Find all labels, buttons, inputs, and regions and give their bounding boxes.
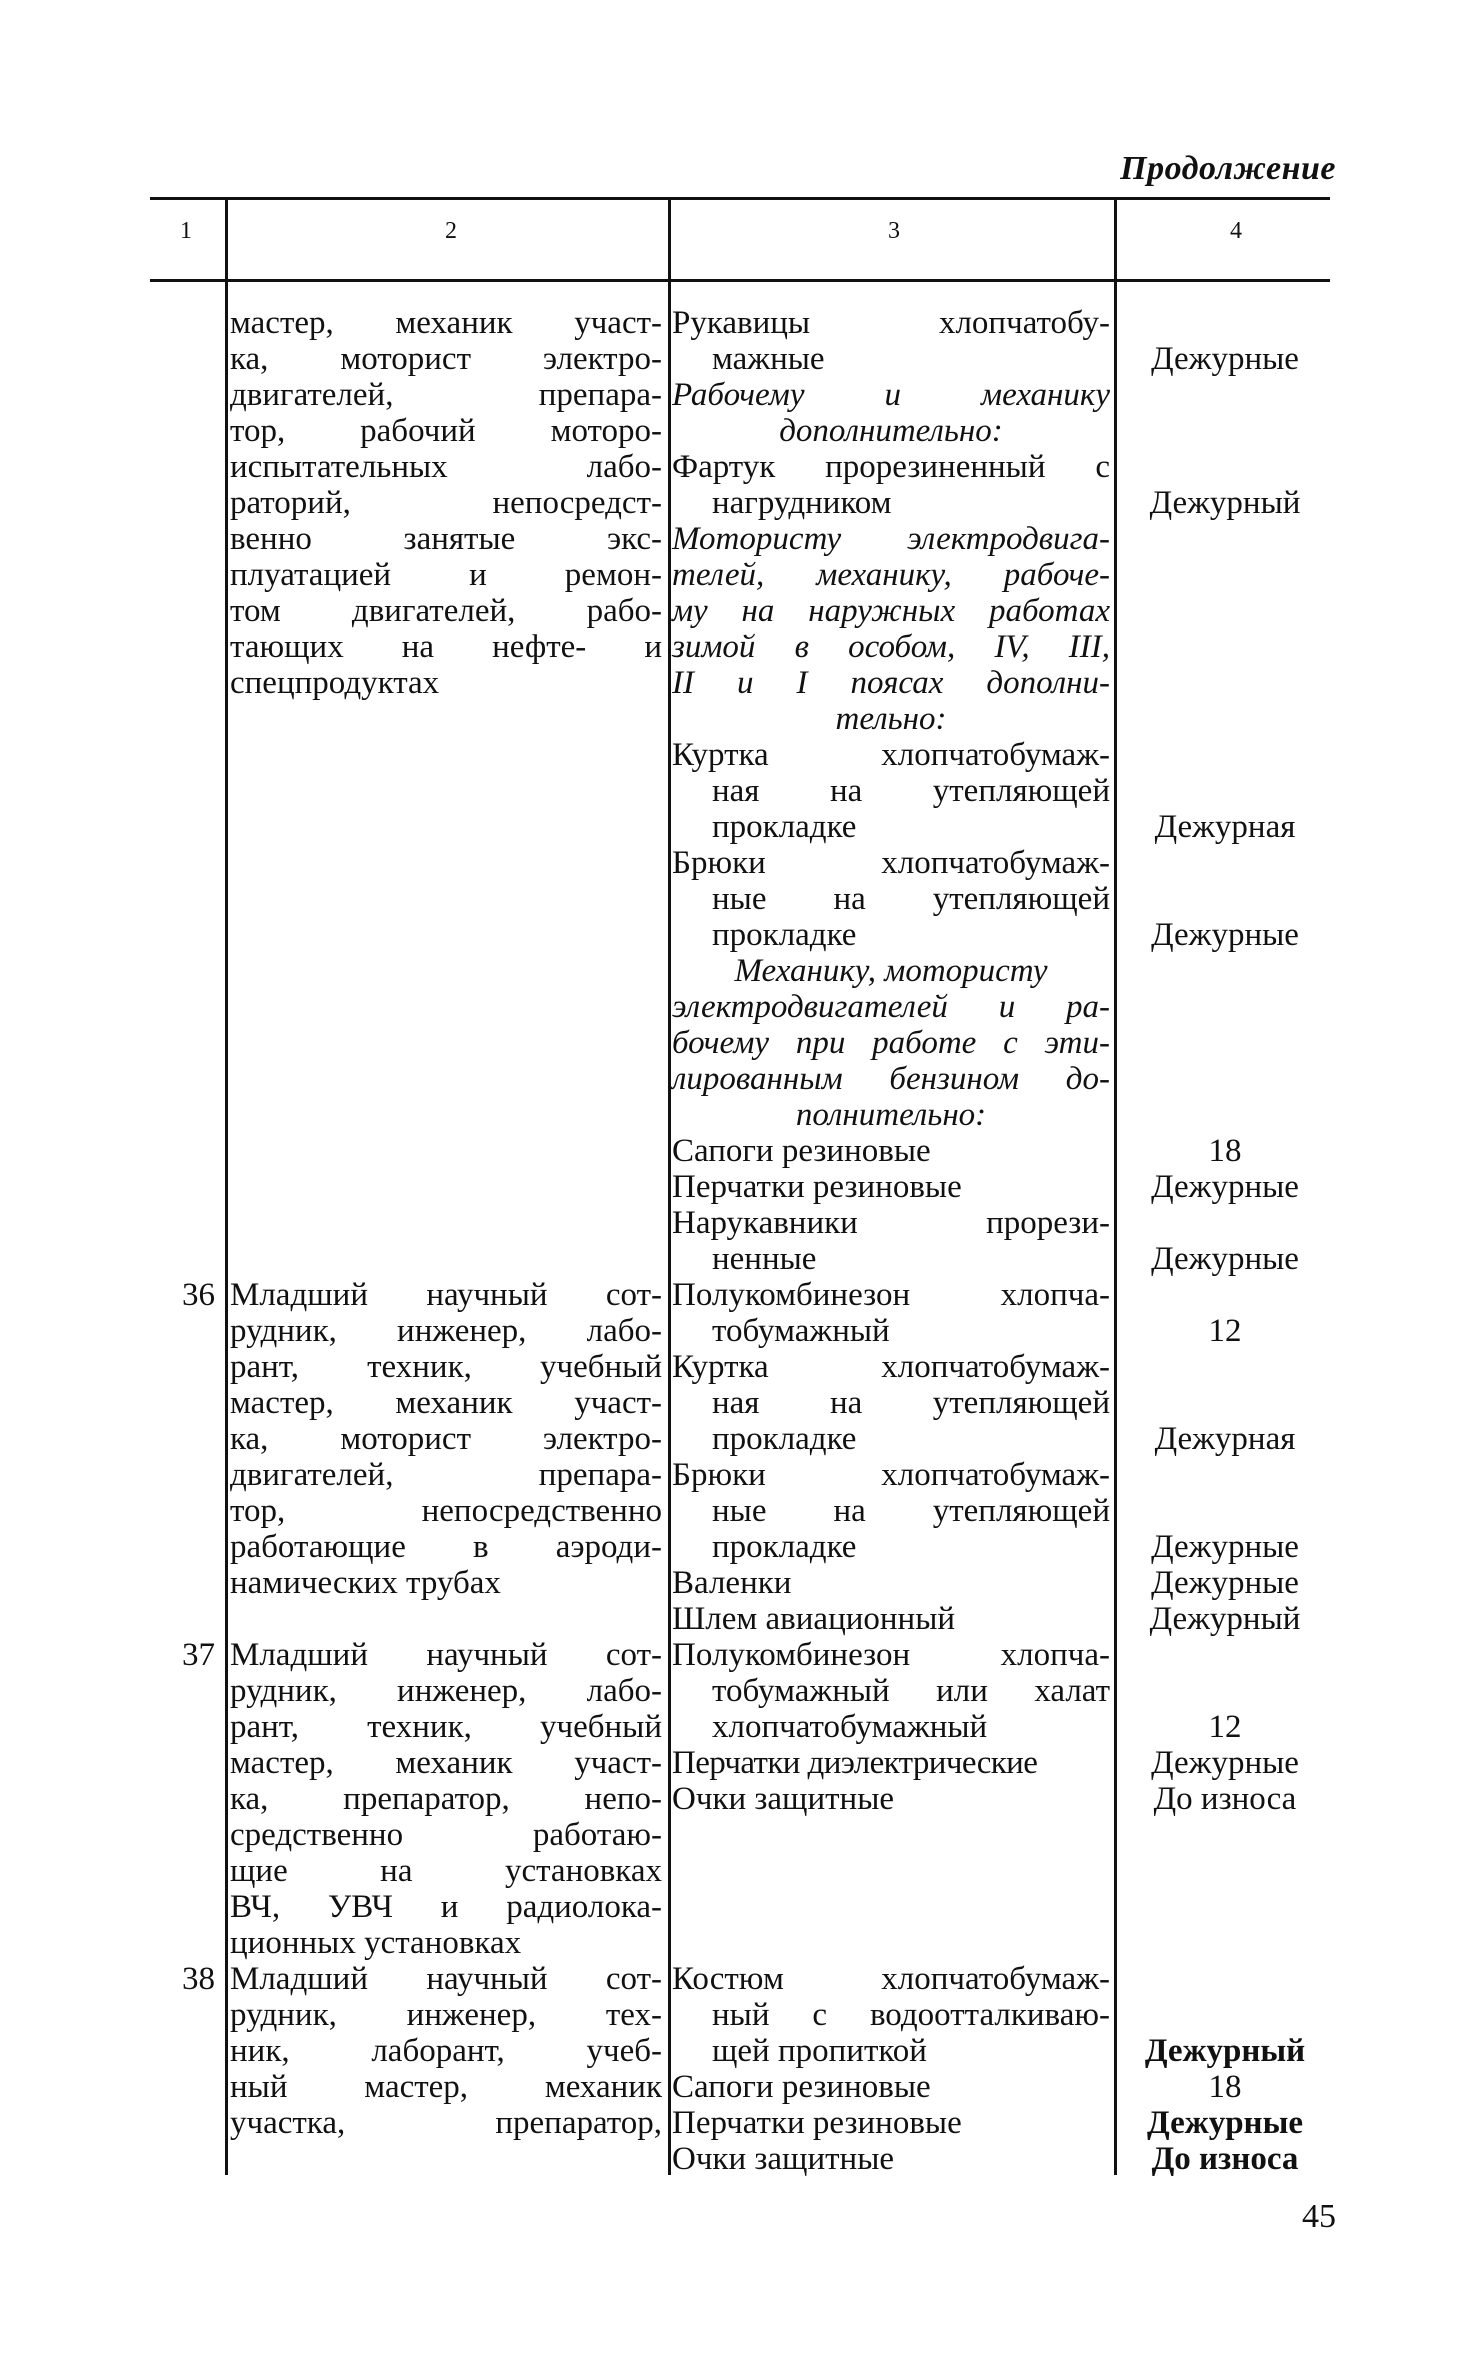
text-line: прокладке <box>712 809 857 845</box>
text-line: Куртка хлопчатобумаж- <box>672 737 1110 773</box>
text-line: дополнительно: <box>779 413 1003 449</box>
text-line: Фартук прорезиненный с <box>672 449 1110 485</box>
text-line: щей пропиткой <box>712 2033 927 2069</box>
text-line: участка, препаратор, <box>230 2105 662 2141</box>
row-38-term: Дежурные <box>1147 2105 1303 2141</box>
text-line: мажные <box>712 341 825 377</box>
col-divider-3 <box>1114 200 1117 2175</box>
text-line: венно занятые экс- <box>230 521 662 557</box>
row-37-term: Дежурные <box>1151 1745 1299 1781</box>
text-line: Очки защитные <box>672 2141 895 2177</box>
text-line: Сапоги резиновые <box>672 1133 931 1169</box>
text-line: телей, механику, рабоче- <box>672 557 1110 593</box>
text-line: Младший научный сот- <box>230 1277 662 1313</box>
row-35-term: Дежурные <box>1151 1169 1299 1205</box>
text-line: прокладке <box>712 1529 857 1565</box>
row-35-term: 18 <box>1208 1133 1242 1169</box>
text-line: раторий, непосредст- <box>230 485 662 521</box>
text-line: Младший научный сот- <box>230 1961 662 1997</box>
row-38-number: 38 <box>182 1961 215 1997</box>
text-line: ная на утепляющей <box>712 1385 1110 1421</box>
text-line: Рукавицы хлопчатобу- <box>672 305 1110 341</box>
text-line: ка, моторист электро- <box>230 1421 662 1457</box>
text-line: Нарукавники прорези- <box>672 1205 1110 1241</box>
text-line: ционных установках <box>230 1925 522 1961</box>
text-line: прокладке <box>712 1421 857 1457</box>
text-line: Перчатки диэлектрические <box>672 1745 1038 1781</box>
row-36-occupation <box>230 1277 662 1601</box>
text-line: Младший научный сот- <box>230 1637 662 1673</box>
row-38-occupation <box>230 1961 662 2141</box>
text-line: намических трубах <box>230 1565 501 1601</box>
text-line: рант, техник, учебный <box>230 1349 662 1385</box>
row-36-term: 12 <box>1208 1313 1242 1349</box>
text-line: испытательных лабо- <box>230 449 662 485</box>
text-line: двигателей, препара- <box>230 1457 662 1493</box>
text-line: щие на установках <box>230 1853 662 1889</box>
text-line: рудник, инженер, тех- <box>230 1997 662 2033</box>
text-line: средственно работаю- <box>230 1817 662 1853</box>
text-line: Перчатки резиновые <box>672 2105 962 2141</box>
text-line: полнительно: <box>795 1097 987 1133</box>
text-line: тельно: <box>835 701 947 737</box>
text-line: зимой в особом, IV, III, <box>672 629 1110 665</box>
text-line: хлопчатобумажный <box>712 1709 988 1745</box>
text-line: плуатацией и ремон- <box>230 557 662 593</box>
text-line: Куртка хлопчатобумаж- <box>672 1349 1110 1385</box>
text-line: ный мастер, механик <box>230 2069 662 2105</box>
text-line: прокладке <box>712 917 857 953</box>
row-35-term: Дежурные <box>1151 917 1299 953</box>
text-line: рудник, инженер, лабо- <box>230 1673 662 1709</box>
text-line: ная на утепляющей <box>712 773 1110 809</box>
row-38-equipment <box>672 1961 1110 2177</box>
header-col-2: 2 <box>445 218 457 244</box>
text-line: Полукомбинезон хлопча- <box>672 1277 1110 1313</box>
row-38-term: Дежурный <box>1144 2033 1306 2069</box>
text-line: Брюки хлопчатобумаж- <box>672 845 1110 881</box>
text-line: ВЧ, УВЧ и радиолока- <box>230 1889 662 1925</box>
text-line: мастер, механик участ- <box>230 1385 662 1421</box>
row-35-term: Дежурные <box>1151 341 1299 377</box>
col-divider-1 <box>225 200 228 2175</box>
text-line: спецпродуктах <box>230 665 440 701</box>
text-line: тор, непосредственно <box>230 1493 662 1529</box>
row-38-term: 18 <box>1208 2069 1242 2105</box>
row-37-term: 12 <box>1208 1709 1242 1745</box>
row-35-term: Дежурные <box>1151 1241 1299 1277</box>
text-line: ненные <box>712 1241 817 1277</box>
text-line: Рабочему и механику <box>672 377 1110 413</box>
text-line: тор, рабочий моторо- <box>230 413 662 449</box>
continuation-label: Продолжение <box>1120 150 1336 187</box>
header-col-3: 3 <box>888 218 900 244</box>
text-line: тающих на нефте- и <box>230 629 662 665</box>
text-line: том двигателей, рабо- <box>230 593 662 629</box>
row-35-term: Дежурная <box>1154 809 1296 845</box>
row-36-term: Дежурный <box>1149 1601 1301 1637</box>
text-line: работающие в аэроди- <box>230 1529 662 1565</box>
row-36-term: Дежурная <box>1154 1421 1296 1457</box>
text-line: Костюм хлопчатобумаж- <box>672 1961 1110 1997</box>
row-36-term: Дежурные <box>1151 1529 1299 1565</box>
text-line: Очки защитные <box>672 1781 895 1817</box>
row-37-term: До износа <box>1153 1781 1297 1817</box>
text-line: Шлем авиационный <box>672 1601 956 1637</box>
table-header-rule <box>150 279 1330 282</box>
text-line: двигателей, препара- <box>230 377 662 413</box>
text-line: Брюки хлопчатобумаж- <box>672 1457 1110 1493</box>
row-37-number: 37 <box>182 1637 215 1673</box>
header-col-4: 4 <box>1230 218 1242 244</box>
table-top-rule <box>150 197 1330 200</box>
text-line: электродвигателей и ра- <box>672 989 1110 1025</box>
text-line: тобумажный или халат <box>712 1673 1110 1709</box>
row-38-term: До износа <box>1151 2141 1299 2177</box>
text-line: II и I поясах дополни- <box>672 665 1110 701</box>
text-line: ник, лаборант, учеб- <box>230 2033 662 2069</box>
row-37-occupation <box>230 1637 662 1961</box>
text-line: мастер, механик участ- <box>230 1745 662 1781</box>
text-line: нагрудником <box>712 485 892 521</box>
page-number: 45 <box>1302 2198 1336 2235</box>
col-divider-2 <box>668 200 671 2175</box>
text-line: Мотористу электродвига- <box>672 521 1110 557</box>
text-line: рант, техник, учебный <box>230 1709 662 1745</box>
row-37-equipment <box>672 1637 1110 1817</box>
row-36-number: 36 <box>182 1277 215 1313</box>
text-line: му на наружных работах <box>672 593 1110 629</box>
text-line: ные на утепляющей <box>712 881 1110 917</box>
text-line: Механику, мотористу <box>734 953 1048 989</box>
text-line: лированным бензином до- <box>672 1061 1110 1097</box>
row-35-term: Дежурный <box>1149 485 1301 521</box>
row-35-equipment <box>672 305 1110 1277</box>
text-line: Сапоги резиновые <box>672 2069 931 2105</box>
text-line: ные на утепляющей <box>712 1493 1110 1529</box>
row-36-term: Дежурные <box>1151 1565 1299 1601</box>
text-line: ка, препаратор, непо- <box>230 1781 662 1817</box>
text-line: бочему при работе с эти- <box>672 1025 1110 1061</box>
text-line: рудник, инженер, лабо- <box>230 1313 662 1349</box>
text-line: мастер, механик участ- <box>230 305 662 341</box>
row-36-equipment <box>672 1277 1110 1637</box>
text-line: Валенки <box>672 1565 792 1601</box>
text-line: тобумажный <box>712 1313 890 1349</box>
text-line: ка, моторист электро- <box>230 341 662 377</box>
row-35-occupation <box>230 305 662 701</box>
header-col-1: 1 <box>180 218 192 244</box>
text-line: Перчатки резиновые <box>672 1169 962 1205</box>
text-line: Полукомбинезон хлопча- <box>672 1637 1110 1673</box>
text-line: ный с водоотталкиваю- <box>712 1997 1110 2033</box>
